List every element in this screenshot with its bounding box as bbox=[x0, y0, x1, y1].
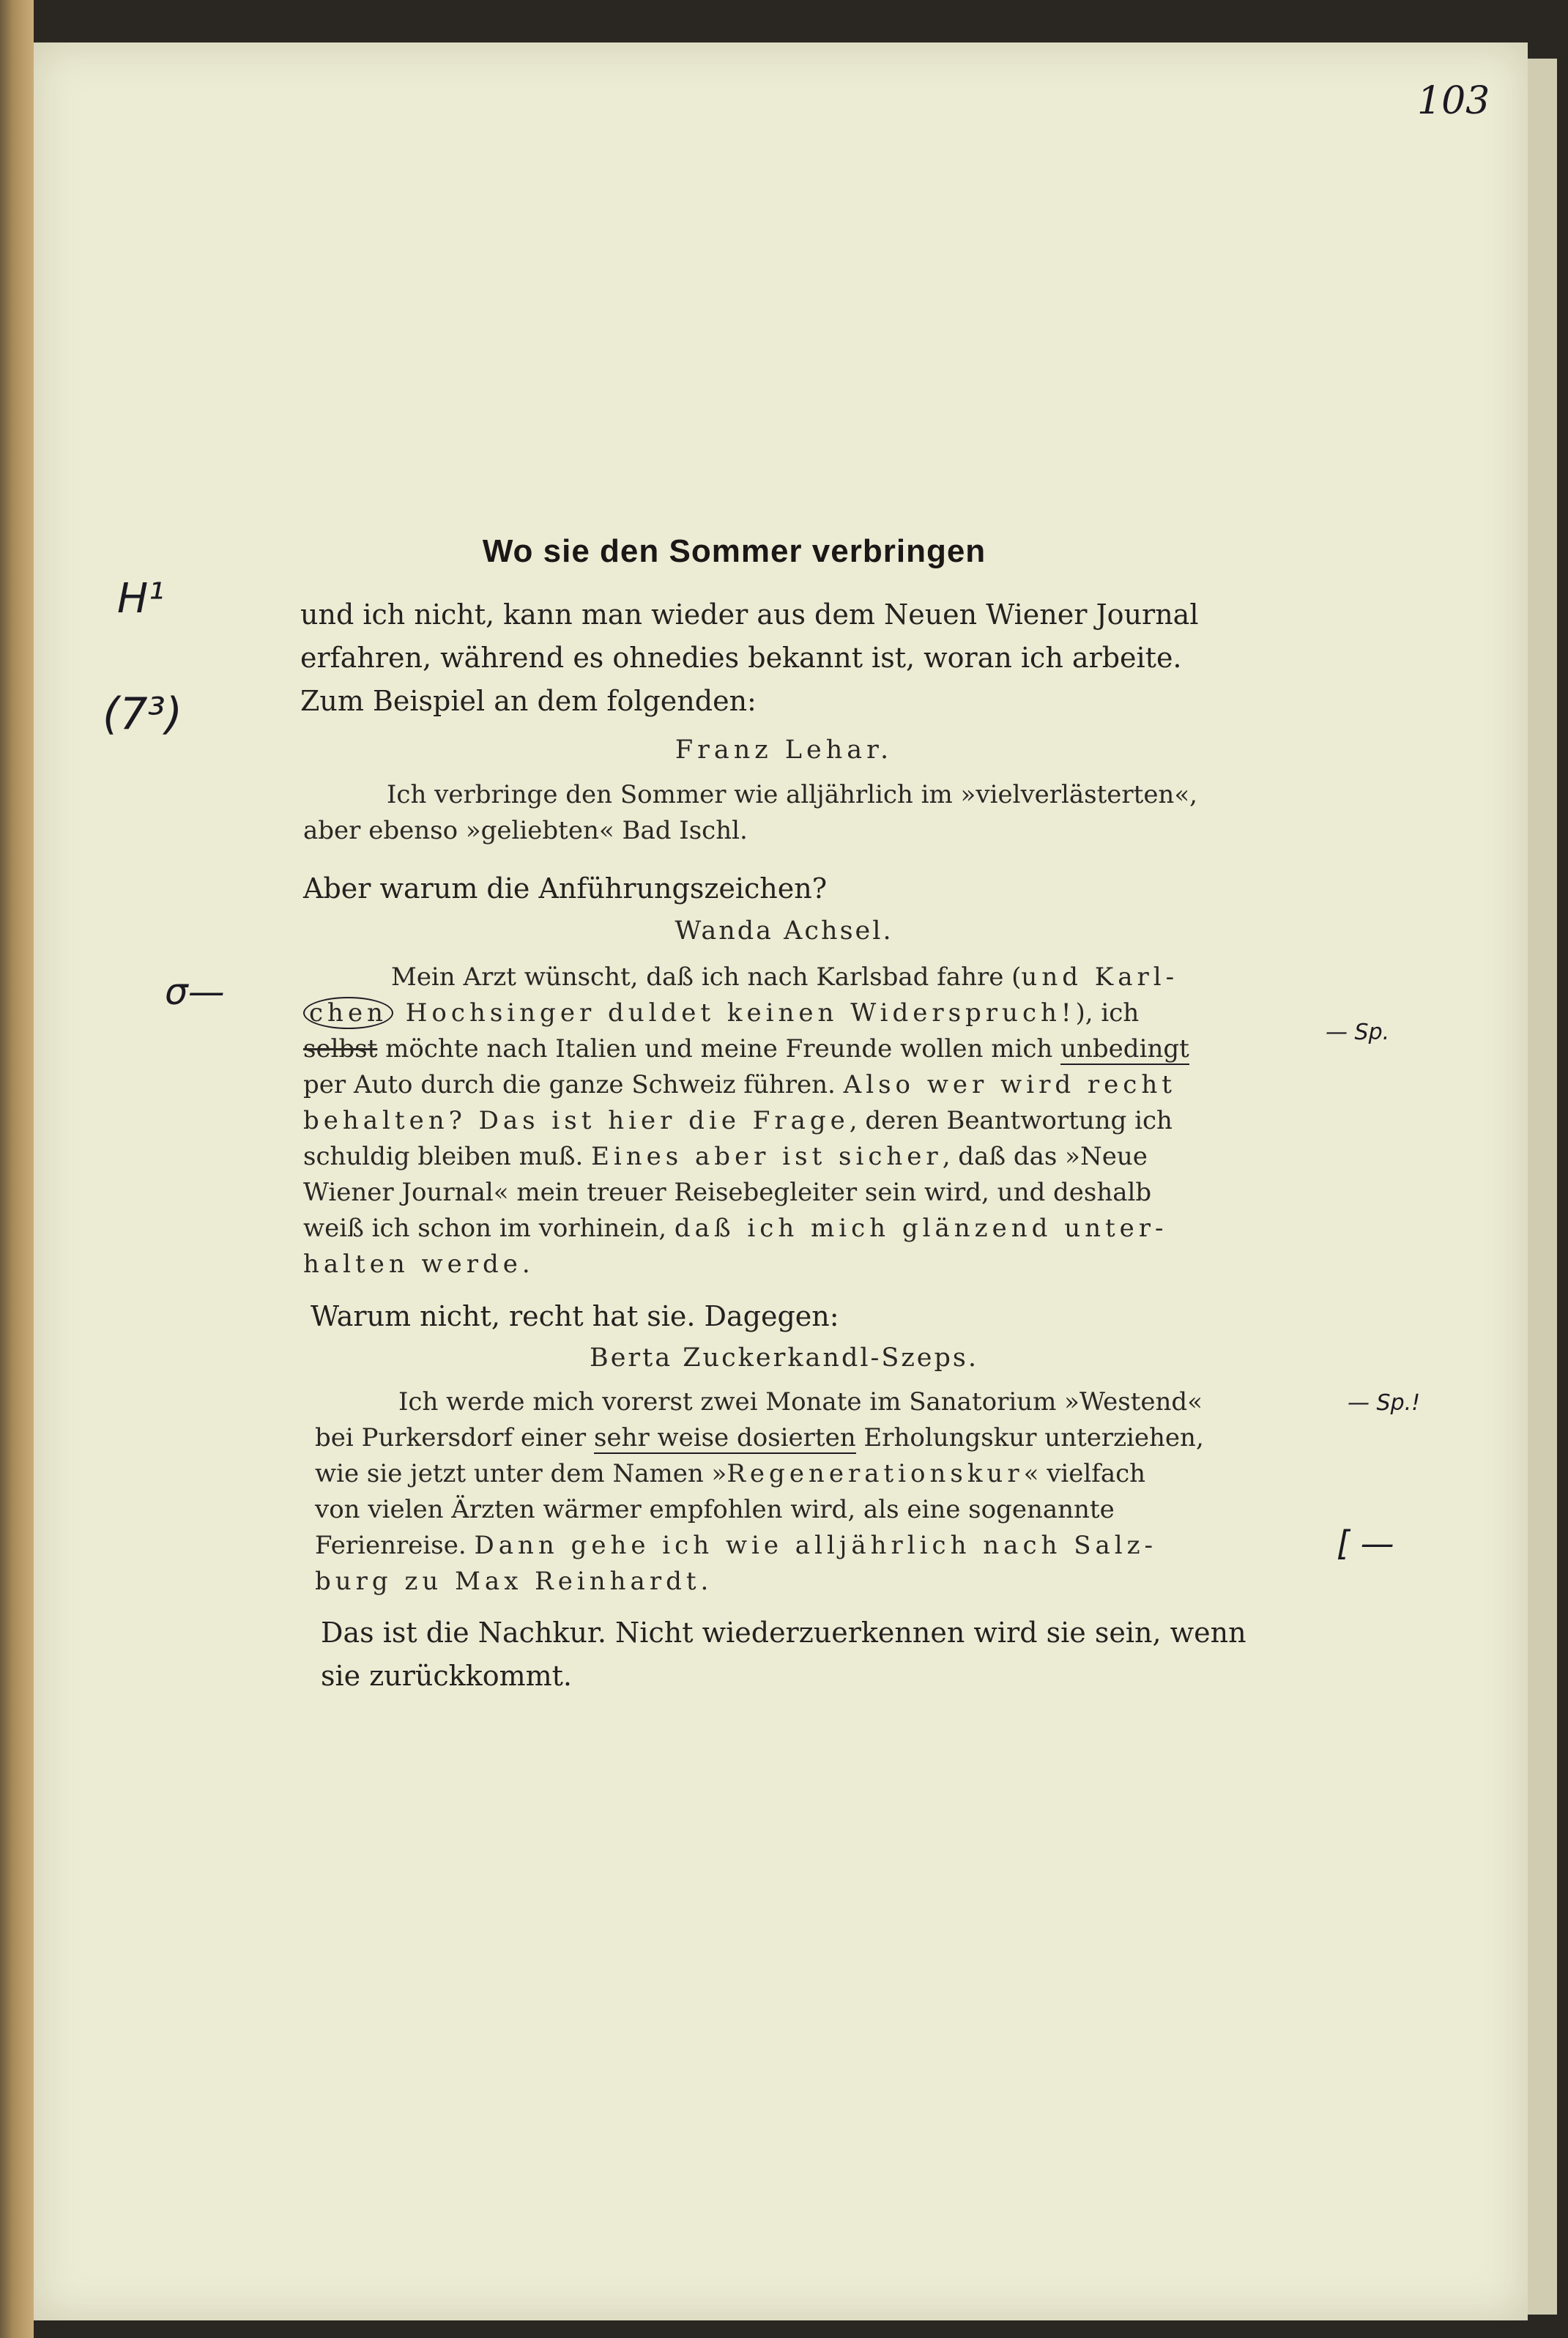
achsel-line-2: chen Hochsinger duldet keinen Widerspruch!), ich bbox=[303, 995, 1139, 1031]
article-title: Wo sie den Sommer verbringen bbox=[482, 533, 986, 569]
zuckerkandl-line-4: von vielen Ärzten wärmer empfohlen wird, als eine sogenannte bbox=[315, 1495, 1115, 1524]
zuckerkandl-line-3: wie sie jetzt unter dem Namen »Regenerationskur« vielfach bbox=[315, 1459, 1146, 1488]
closing-line-2: sie zurückkommt. bbox=[321, 1660, 572, 1692]
achsel-line-5: behalten? Das ist hier die Frage, deren Beantwortung ich bbox=[303, 1106, 1173, 1135]
lehar-line-2: aber ebenso »geliebten« Bad Ischl. bbox=[303, 816, 748, 845]
closing-line-1: Das ist die Nachkur. Nicht wiederzuerkennen wird sie sein, wenn bbox=[321, 1617, 1246, 1649]
zuckerkandl-line-6: burg zu Max Reinhardt. bbox=[315, 1567, 713, 1596]
intro-line-3: Zum Beispiel an dem folgenden: bbox=[300, 685, 757, 717]
margin-note-seven: (7³) bbox=[103, 689, 183, 740]
intro-line-2: erfahren, während es ohnedies bekannt ist, woran ich arbeite. bbox=[300, 642, 1182, 674]
zuckerkandl-line-5: Ferienreise. Dann gehe ich wie alljährlich nach Salz- bbox=[315, 1531, 1158, 1560]
margin-note-bracket: [ — bbox=[1337, 1524, 1394, 1563]
comment-2: Warum nicht, recht hat sie. Dagegen: bbox=[311, 1300, 839, 1332]
book-spine bbox=[0, 0, 34, 2338]
achsel-line-6: schuldig bleiben muß. Eines aber ist sicher, daß das »Neue bbox=[303, 1142, 1148, 1171]
achsel-line-3: selbst möchte nach Italien und meine Freunde wollen mich unbedingt bbox=[303, 1034, 1189, 1064]
zuckerkandl-line-2: bei Purkersdorf einer sehr weise dosierten Erholungskur unterziehen, bbox=[315, 1423, 1204, 1452]
author-zuckerkandl: Berta Zuckerkandl-Szeps. bbox=[590, 1343, 978, 1373]
margin-note-deletion: σ— bbox=[165, 971, 225, 1013]
folio-number: 103 bbox=[1417, 79, 1490, 123]
achsel-line-9: halten werde. bbox=[303, 1250, 535, 1279]
achsel-line-4: per Auto durch die ganze Schweiz führen. Also wer wird recht bbox=[303, 1070, 1176, 1099]
achsel-line-8: weiß ich schon im vorhinein, daß ich mich glänzend unter- bbox=[303, 1214, 1168, 1243]
author-achsel: Wanda Achsel. bbox=[675, 916, 893, 946]
margin-note-spacing-2: — Sp.! bbox=[1348, 1390, 1421, 1416]
achsel-line-7: Wiener Journal« mein treuer Reisebegleiter sein wird, und deshalb bbox=[303, 1178, 1152, 1207]
intro-line-1: und ich nicht, kann man wieder aus dem Neuen Wiener Journal bbox=[300, 598, 1199, 631]
margin-note-spacing-1: — Sp. bbox=[1326, 1020, 1390, 1045]
achsel-line-1: Mein Arzt wünscht, daß ich nach Karlsbad fahre (und Karl- bbox=[391, 962, 1179, 992]
zuckerkandl-line-1: Ich werde mich vorerst zwei Monate im Sanatorium »Westend« bbox=[398, 1387, 1203, 1417]
margin-note-h: H¹ bbox=[117, 575, 165, 623]
comment-1: Aber warum die Anführungszeichen? bbox=[303, 872, 828, 905]
author-lehar: Franz Lehar. bbox=[675, 735, 893, 765]
lehar-line-1: Ich verbringe den Sommer wie alljährlich im »vielverlästerten«, bbox=[387, 780, 1197, 809]
